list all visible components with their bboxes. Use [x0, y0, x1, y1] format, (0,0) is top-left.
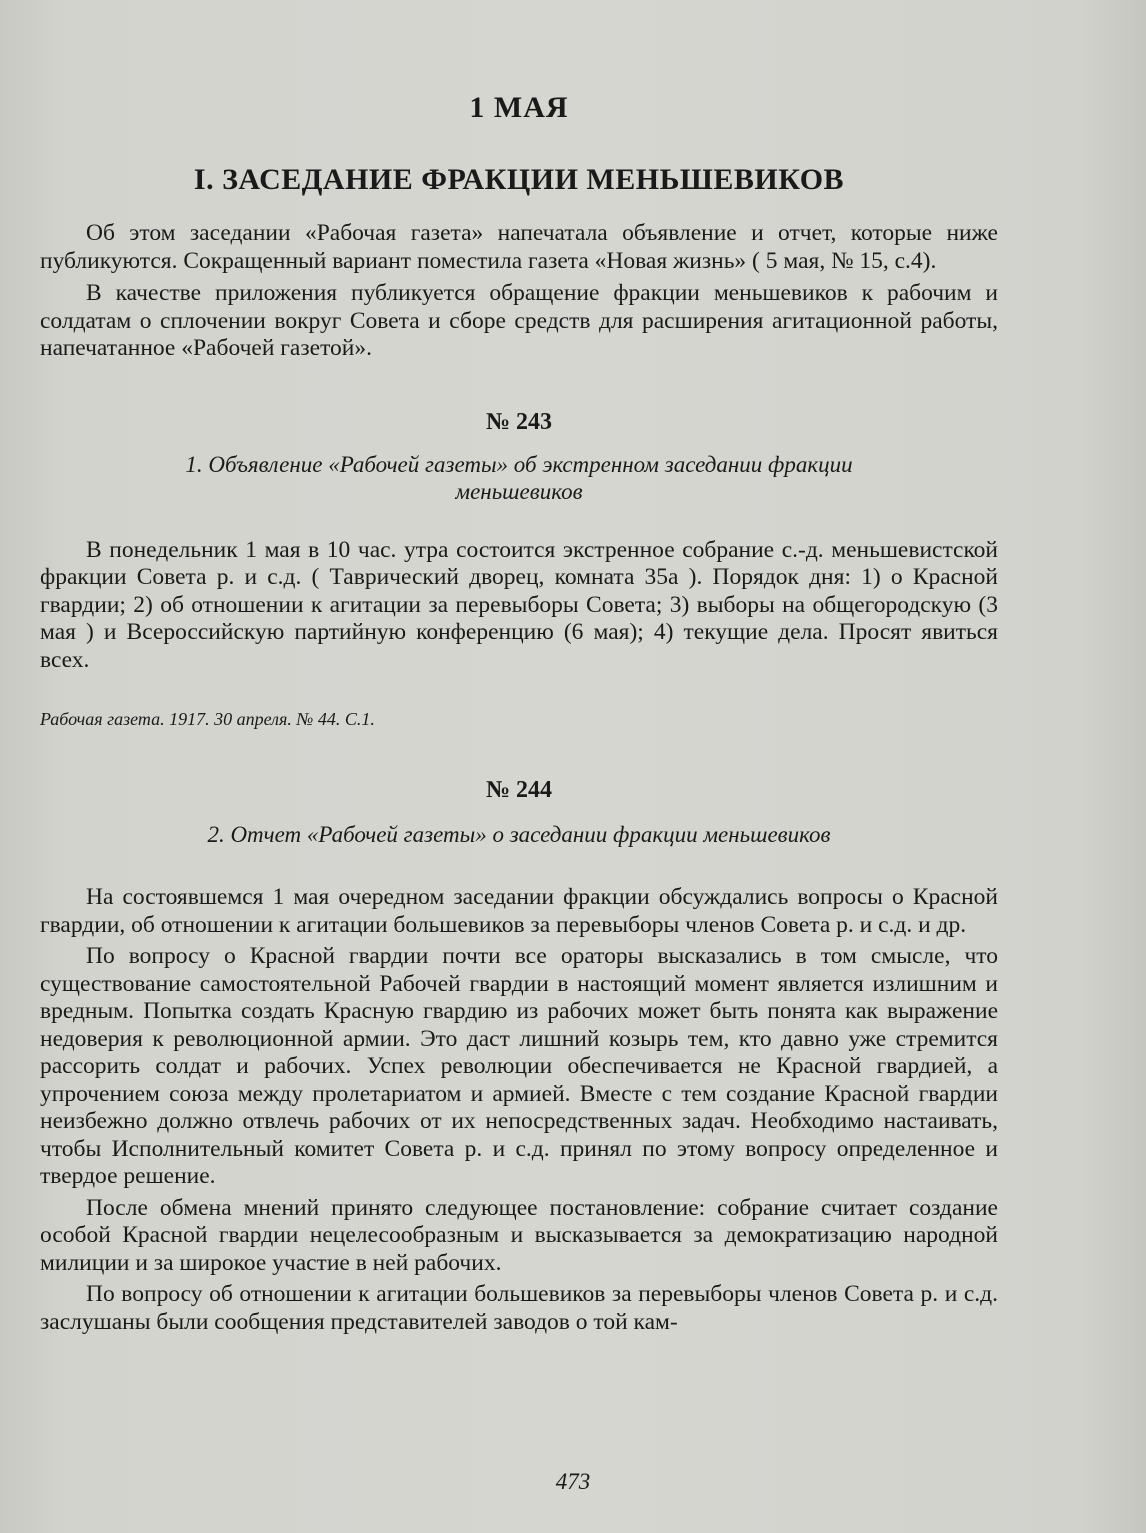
document-number: № 244 — [485, 777, 553, 803]
document-paragraph: По вопросу об отношении к агитации большевиков за перевыборы членов Совета р. и с.д. заслушаны были сообщения представителей заводов о той кам- — [40, 1281, 998, 1335]
document-number: № 243 — [485, 408, 553, 435]
date-heading: 1 МАЯ — [469, 91, 569, 124]
page-number: 473 — [555, 1469, 591, 1494]
document-243 — [40, 407, 998, 731]
section-heading: I. ЗАСЕДАНИЕ ФРАКЦИИ МЕНЬШЕВИКОВ — [193, 163, 845, 196]
document-title: 2. Отчет «Рабочей газеты» о заседании фракции меньшевиков — [207, 822, 831, 847]
document-title: 1. Объявление «Рабочей газеты» об экстренном заседании фракции меньшевиков — [185, 451, 853, 504]
document-source: Рабочая газета. 1917. 30 апреля. № 44. С.1. — [40, 709, 375, 729]
document-paragraph: На состоявшемся 1 мая очередном заседании фракции обсуждались вопросы о Красной гвардии, об отношении к агитации большевиков за перевыборы членов Совета р. и с.д. и др. — [40, 884, 998, 938]
intro-paragraph: В качестве приложения публикуется обращение фракции меньшевиков к рабочим и солдатам о сплочении вокруг Совета и сборе средств для расширения агитационной работы, напечатанное «Рабочей газетой». — [40, 280, 998, 361]
page-content — [40, 88, 998, 1340]
document-244 — [40, 775, 998, 1336]
document-paragraph: По вопросу о Красной гвардии почти все ораторы высказались в том смысле, что существование самостоятельной Рабочей гвардии в настоящий момент является излишним и вредным. Попытка создать Красную гвардию из рабочих может быть понята как выражение недоверия к революционной армии. Это даст лишний козырь тем, кто давно уже стремится рассорить солдат и рабочих. Успех революции обеспечивается не Красной гвардией, а упрочением союза между пролетариатом и армией. Вместе с тем создание Красной гвардии неизбежно должно отвлечь рабочих от их непосредственных задач. Необходимо настаивать, чтобы Исполнительный комитет Совета р. и с.д. принял по этому вопросу определенное и твердое решение. — [40, 943, 998, 1189]
document-paragraph: В понедельник 1 мая в 10 час. утра состоится экстренное собрание с.-д. меньшевистской фракции Совета р. и с.д. ( Таврический дворец, комната 35а ). Порядок дня: 1) о Красной гвардии; 2) об отношении к агитации за перевыборы Совета; 3) выборы на общегородскую (3 мая ) и Всероссийскую партийную конференцию (6 мая); 4) текущие дела. Просят явиться всех. — [40, 536, 998, 673]
document-paragraph: После обмена мнений принято следующее постановление: собрание считает создание особой Красной гвардии нецелесообразным и высказывается за демократизацию народной милиции и за широкое участие в ней рабочих. — [40, 1194, 998, 1276]
intro-paragraph: Об этом заседании «Рабочая газета» напечатала объявление и отчет, которые ниже публикуются. Сокращенный вариант поместила газета «Новая жизнь» ( 5 мая, № 15, с.4). — [40, 220, 998, 274]
